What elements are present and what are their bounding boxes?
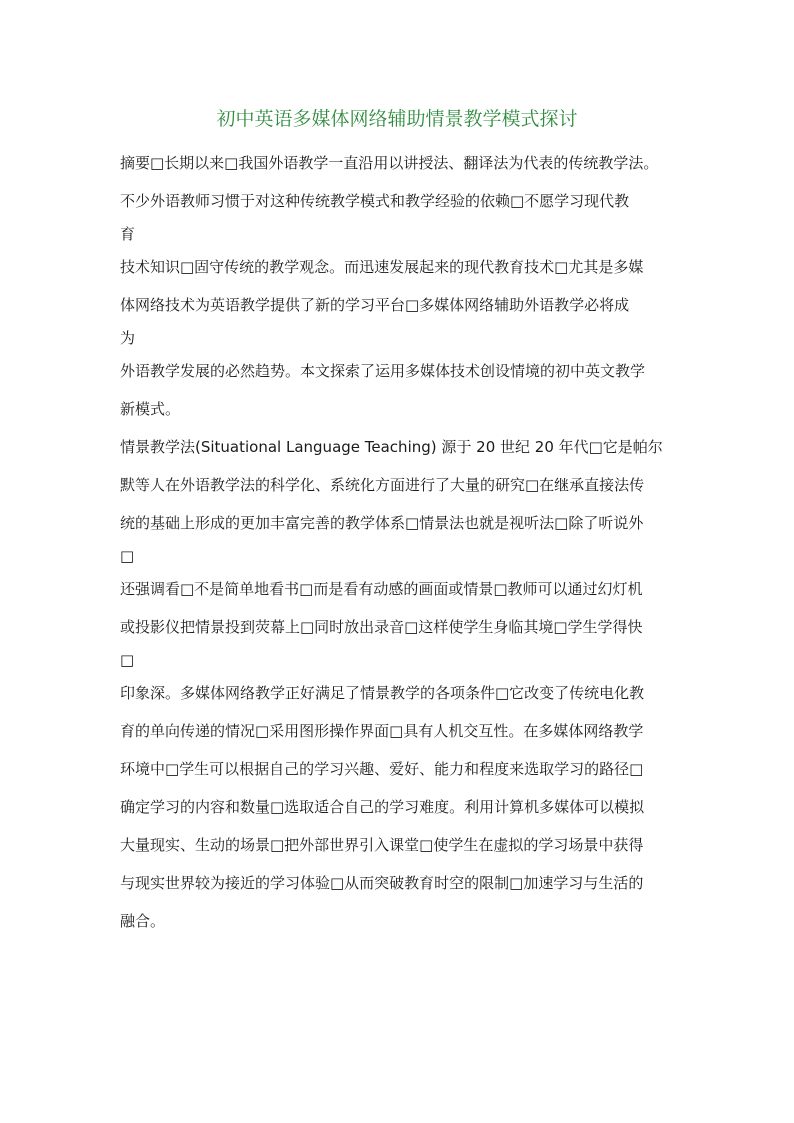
text-line: 育 <box>120 225 136 243</box>
text-line: 确定学习的内容和数量□选取适合自己的学习难度。利用计算机多媒体可以模拟 <box>120 798 645 816</box>
text-line: 与现实世界较为接近的学习体验□从而突破教育时空的限制□加速学习与生活的 <box>120 874 644 892</box>
text-line: 育的单向传递的情况□采用图形操作界面□具有人机交互性。在多媒体网络教学 <box>120 722 644 740</box>
text-line: 外语教学发展的必然趋势。本文探索了运用多媒体技术创设情境的初中英文教学 <box>120 362 646 380</box>
text-line: □ <box>120 547 135 565</box>
text-line: 技术知识□固守传统的教学观念。而迅速发展起来的现代教育技术□尤其是多媒 <box>120 258 644 276</box>
text-line: 新模式。 <box>120 400 181 418</box>
text-line: 默等人在外语教学法的科学化、系统化方面进行了大量的研究□在继承直接法传 <box>120 476 645 494</box>
text-line: 情景教学法(Situational Language Teaching) 源于 20 世纪 20 年代□它是帕尔 <box>120 438 663 456</box>
text-line: 环境中□学生可以根据自己的学习兴趣、爱好、能力和程度来选取学习的路径□ <box>120 760 644 778</box>
text-line: 或投影仪把情景投到荧幕上□同时放出录音□这样使学生身临其境□学生学得快 <box>120 618 643 636</box>
text-line: 印象深。多媒体网络教学正好满足了情景教学的各项条件□它改变了传统电化教 <box>120 684 645 702</box>
text-line: □ <box>120 651 135 669</box>
text-line: 体网络技术为英语教学提供了新的学习平台□多媒体网络辅助外语教学必将成 <box>120 296 630 314</box>
text-line: 还强调看□不是简单地看书□而是看有动感的画面或情景□教师可以通过幻灯机 <box>120 580 643 598</box>
document-body <box>120 144 680 940</box>
text-line: 不少外语教师习惯于对这种传统教学模式和教学经验的依赖□不愿学习现代教 <box>120 192 630 210</box>
text-line: 融合。 <box>120 912 166 930</box>
text-line: 统的基础上形成的更加丰富完善的教学体系□情景法也就是视听法□除了听说外 <box>120 514 644 532</box>
text-line: 摘要□长期以来□我国外语教学一直沿用以讲授法、翻译法为代表的传统教学法。 <box>120 154 659 172</box>
text-line: 大量现实、生动的场景□把外部世界引入课堂□使学生在虚拟的学习场景中获得 <box>120 836 644 854</box>
text-line: 为 <box>120 329 136 347</box>
document-title: 初中英语多媒体网络辅助情景教学模式探讨 <box>216 108 578 130</box>
